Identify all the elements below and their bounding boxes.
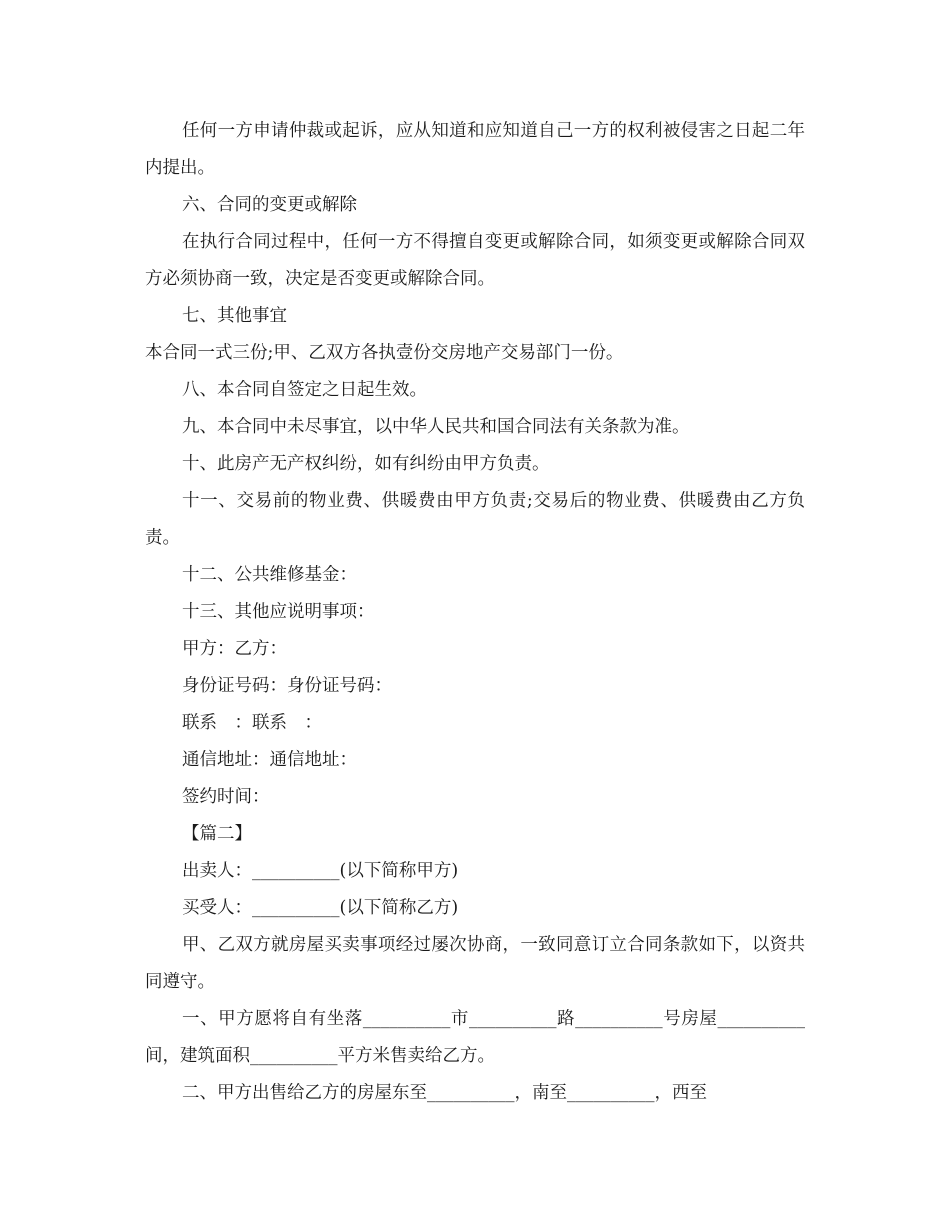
paragraph: 甲方：乙方： (182, 639, 287, 659)
paragraph: 十三、其他应说明事项： (182, 602, 375, 622)
paragraph: 一、甲方愿将自有坐落__________市__________路__________号房屋__________间，建筑面积__________平方米售卖给乙方。 (145, 1009, 805, 1066)
paragraph: 甲、乙双方就房屋买卖事项经过屡次协商，一致同意订立合同条款如下，以资共同遵守。 (145, 935, 805, 992)
paragraph: 九、本合同中未尽事宜，以中华人民共和国合同法有关条款为准。 (182, 417, 690, 437)
paragraph: 联系 ：联系 ： (182, 713, 322, 733)
paragraph: 【篇二】 (182, 824, 252, 844)
paragraph: 二、甲方出售给乙方的房屋东至__________，南至__________，西至 (182, 1083, 707, 1103)
paragraph: 在执行合同过程中，任何一方不得擅自变更或解除合同，如须变更或解除合同双方必须协商一致，决定是否变更或解除合同。 (145, 232, 805, 289)
paragraph: 买受人：__________(以下简称乙方) (182, 898, 459, 918)
paragraph: 六、合同的变更或解除 (182, 195, 357, 215)
paragraph: 出卖人：__________(以下简称甲方) (182, 861, 459, 881)
paragraph: 任何一方申请仲裁或起诉，应从知道和应知道自己一方的权利被侵害之日起二年内提出。 (145, 121, 805, 178)
paragraph: 身份证号码：身份证号码： (182, 676, 392, 696)
paragraph: 十二、公共维修基金： (182, 565, 357, 585)
paragraph: 签约时间： (182, 787, 270, 807)
paragraph: 八、本合同自签定之日起生效。 (182, 380, 427, 400)
paragraph: 七、其他事宜 (182, 306, 287, 326)
paragraph: 通信地址：通信地址： (182, 750, 357, 770)
paragraph: 十、此房产无产权纠纷，如有纠纷由甲方负责。 (182, 454, 550, 474)
document-body (145, 113, 805, 1112)
paragraph: 本合同一式三份;甲、乙双方各执壹份交房地产交易部门一份。 (145, 343, 624, 363)
paragraph: 十一、交易前的物业费、供暖费由甲方负责;交易后的物业费、供暖费由乙方负责。 (145, 491, 805, 548)
